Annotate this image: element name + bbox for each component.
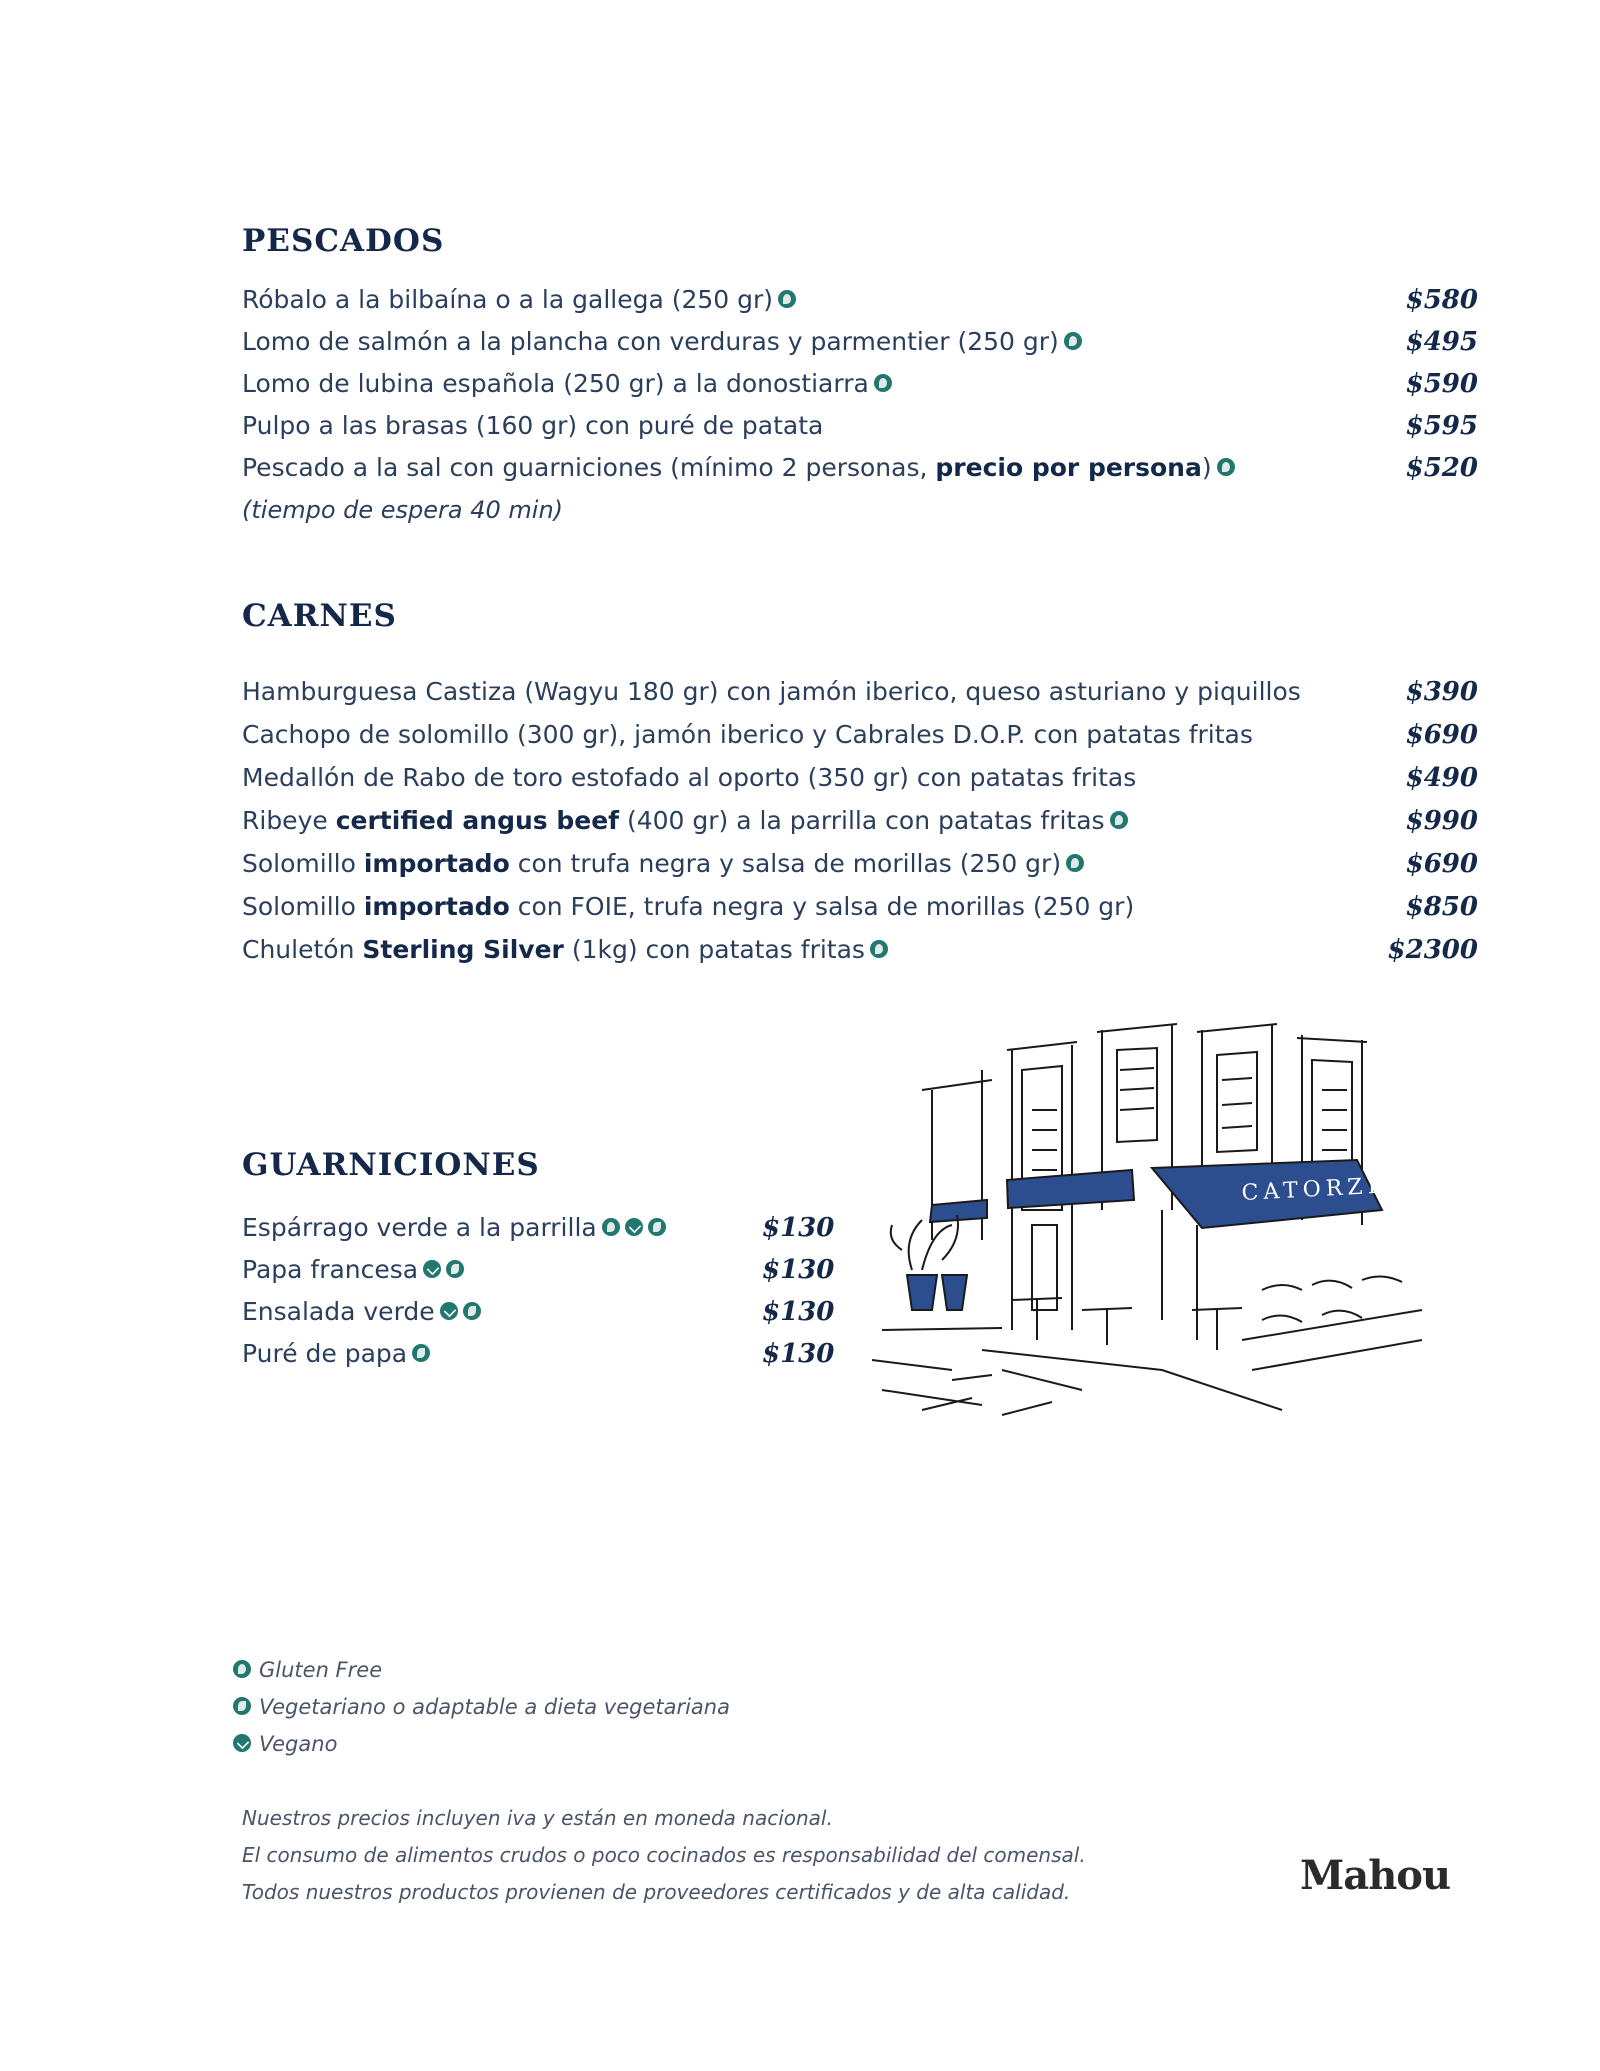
- menu-item: Ensalada verde $130: [242, 1292, 832, 1332]
- footer-note: Nuestros precios incluyen iva y están en moneda nacional.: [242, 1806, 833, 1830]
- menu-item: Chuletón Sterling Silver (1kg) con patatas fritas $2300: [242, 930, 1478, 970]
- item-price: $990: [1405, 806, 1478, 836]
- menu-item: Papa francesa $130: [242, 1250, 832, 1290]
- vegetarian-icon: [233, 1697, 251, 1715]
- vegetarian-icon: [412, 1344, 430, 1362]
- item-price: $2300: [1387, 935, 1478, 965]
- vegan-icon: [423, 1260, 441, 1278]
- menu-item: Cachopo de solomillo (300 gr), jamón iberico y Cabrales D.O.P. con patatas fritas $690: [242, 715, 1478, 755]
- vegetarian-icon: [446, 1260, 464, 1278]
- gluten-free-icon: [870, 940, 888, 958]
- item-price: $520: [1405, 453, 1478, 483]
- menu-item: [242, 280, 1478, 320]
- item-price: $490: [1405, 763, 1478, 793]
- footer-note: Todos nuestros productos provienen de proveedores certificados y de alta calidad.: [242, 1880, 1071, 1904]
- gluten-free-icon: [1110, 811, 1128, 829]
- vegetarian-icon: [463, 1302, 481, 1320]
- menu-item: Medallón de Rabo de toro estofado al oporto (350 gr) con patatas fritas $490: [242, 758, 1478, 798]
- section-title-pescados: PESCADOS: [242, 223, 445, 259]
- menu-item: Pescado a la sal con guarniciones (mínimo 2 personas, precio por persona) $520: [242, 448, 1478, 488]
- legend-vegan: Vegano: [233, 1726, 337, 1763]
- menu-item: [242, 364, 1478, 404]
- item-price: $580: [1405, 285, 1478, 315]
- vegan-icon: [440, 1302, 458, 1320]
- menu-item: [242, 322, 1478, 362]
- item-price: $130: [762, 1255, 835, 1285]
- item-price: $390: [1405, 677, 1478, 707]
- gluten-free-icon: [1064, 332, 1082, 350]
- gluten-free-icon: [1217, 458, 1235, 476]
- gluten-free-icon: [1066, 854, 1084, 872]
- menu-item: Ribeye certified angus beef (400 gr) a la parrilla con patatas fritas $990: [242, 801, 1478, 841]
- item-price: $690: [1405, 849, 1478, 879]
- cafe-sketch-illustration: [862, 1010, 1452, 1430]
- item-name: Lomo de salmón a la plancha con verduras y parmentier (250 gr): [242, 327, 1059, 356]
- menu-item: Puré de papa $130: [242, 1334, 832, 1374]
- legend-gluten-free: Gluten Free: [233, 1652, 382, 1689]
- menu-item: [242, 406, 1478, 446]
- menu-item: Solomillo importado con trufa negra y salsa de morillas (250 gr) $690: [242, 844, 1478, 884]
- awning-sign-text: CATORZE: [1241, 1173, 1390, 1206]
- item-price: $130: [762, 1297, 835, 1327]
- menu-item: Espárrago verde a la parrilla $130: [242, 1208, 832, 1248]
- item-price: $130: [762, 1339, 835, 1369]
- item-price: $850: [1405, 892, 1478, 922]
- vegan-icon: [233, 1734, 251, 1752]
- item-name: Lomo de lubina española (250 gr) a la donostiarra: [242, 369, 869, 398]
- section-title-carnes: CARNES: [242, 598, 397, 634]
- vegetarian-icon: [648, 1218, 666, 1236]
- item-price: $690: [1405, 720, 1478, 750]
- gluten-free-icon: [233, 1660, 251, 1678]
- footer-note: El consumo de alimentos crudos o poco cocinados es responsabilidad del comensal.: [242, 1843, 1086, 1867]
- legend-vegetarian: Vegetariano o adaptable a dieta vegetariana: [233, 1689, 730, 1726]
- item-price: $495: [1405, 327, 1478, 357]
- menu-item: Solomillo importado con FOIE, trufa negra y salsa de morillas (250 gr) $850: [242, 887, 1478, 927]
- item-price: $595: [1405, 411, 1478, 441]
- wait-time-note: (tiempo de espera 40 min): [242, 496, 564, 524]
- gluten-free-icon: [778, 290, 796, 308]
- mahou-logo: Mahou: [1300, 1852, 1451, 1899]
- menu-item: Hamburguesa Castiza (Wagyu 180 gr) con jamón iberico, queso asturiano y piquillos $390: [242, 672, 1478, 712]
- item-price: $590: [1405, 369, 1478, 399]
- gluten-free-icon: [874, 374, 892, 392]
- vegan-icon: [625, 1218, 643, 1236]
- gluten-free-icon: [602, 1218, 620, 1236]
- item-name: Róbalo a la bilbaína o a la gallega (250 gr): [242, 285, 774, 314]
- item-price: $130: [762, 1213, 835, 1243]
- section-title-guarniciones: GUARNICIONES: [242, 1147, 540, 1183]
- item-name: Pulpo a las brasas (160 gr) con puré de patata: [242, 411, 824, 440]
